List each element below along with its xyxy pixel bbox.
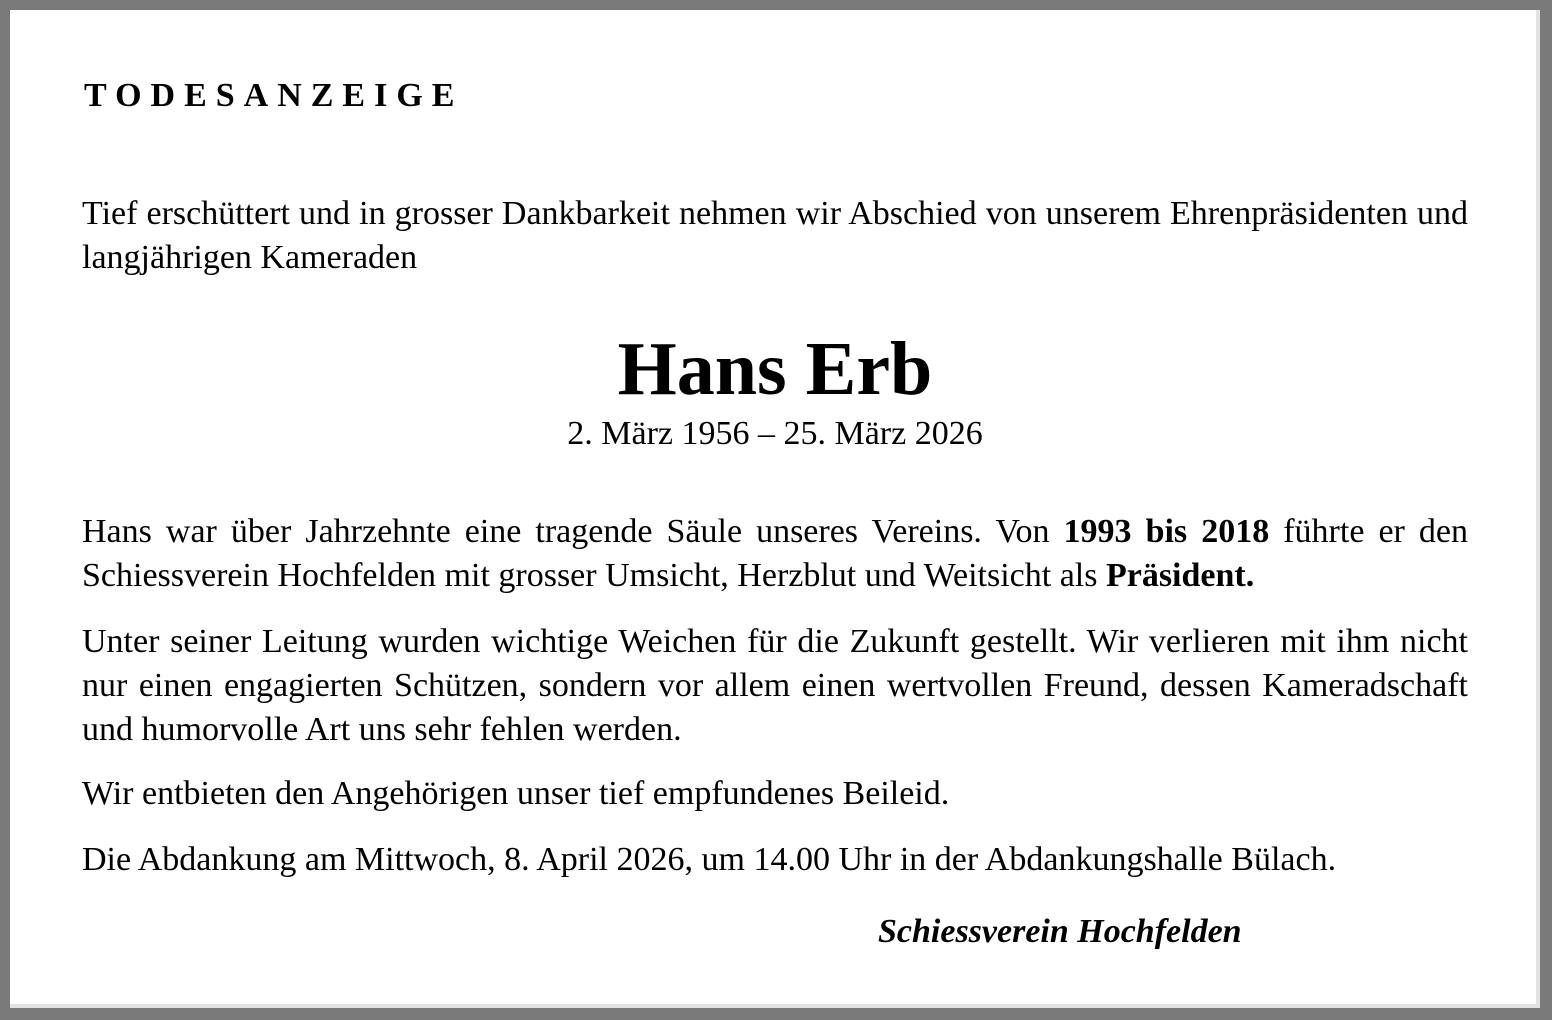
tribute-text-1a: Hans war über Jahrzehnte eine tragende Säule unseres Vereins. Von [82, 513, 1064, 550]
tribute-paragraph-1 [82, 510, 1468, 598]
tribute-paragraph-2: Unter seiner Leitung wurden wichtige Weichen für die Zukunft gestellt. Wir verlieren mit ihm nicht nur einen engagierten Schützen, sondern vor allem einen wertvollen Freund, dessen Kameradschaft und humorvolle Art uns sehr fehlen werden. [82, 623, 1468, 748]
condolence-paragraph: Wir entbieten den Angehörigen unser tief empfundenes Beileid. [82, 775, 950, 812]
obituary-notice [10, 10, 1540, 1008]
role-title: Präsident. [1105, 557, 1255, 594]
tenure-years: 1993 bis 2018 [1063, 513, 1270, 550]
intro-paragraph: Tief erschüttert und in grosser Dankbarkeit nehmen wir Abschied von unserem Ehrenpräsidenten und langjährigen Kameraden [82, 195, 1468, 276]
signature: Schiessverein Hochfelden [878, 913, 1242, 950]
funeral-info-paragraph: Die Abdankung am Mittwoch, 8. April 2026, um 14.00 Uhr in der Abdankungshalle Bülach. [82, 841, 1337, 878]
tribute-text-1b: führte er den Schiessverein Hochfelden mit grosser Umsicht, Herzblut und Weitsicht als [82, 513, 1468, 594]
notice-header: TODESANZEIGE [84, 77, 464, 114]
life-dates: 2. März 1956 – 25. März 2026 [567, 415, 983, 452]
deceased-name: Hans Erb [617, 327, 933, 411]
